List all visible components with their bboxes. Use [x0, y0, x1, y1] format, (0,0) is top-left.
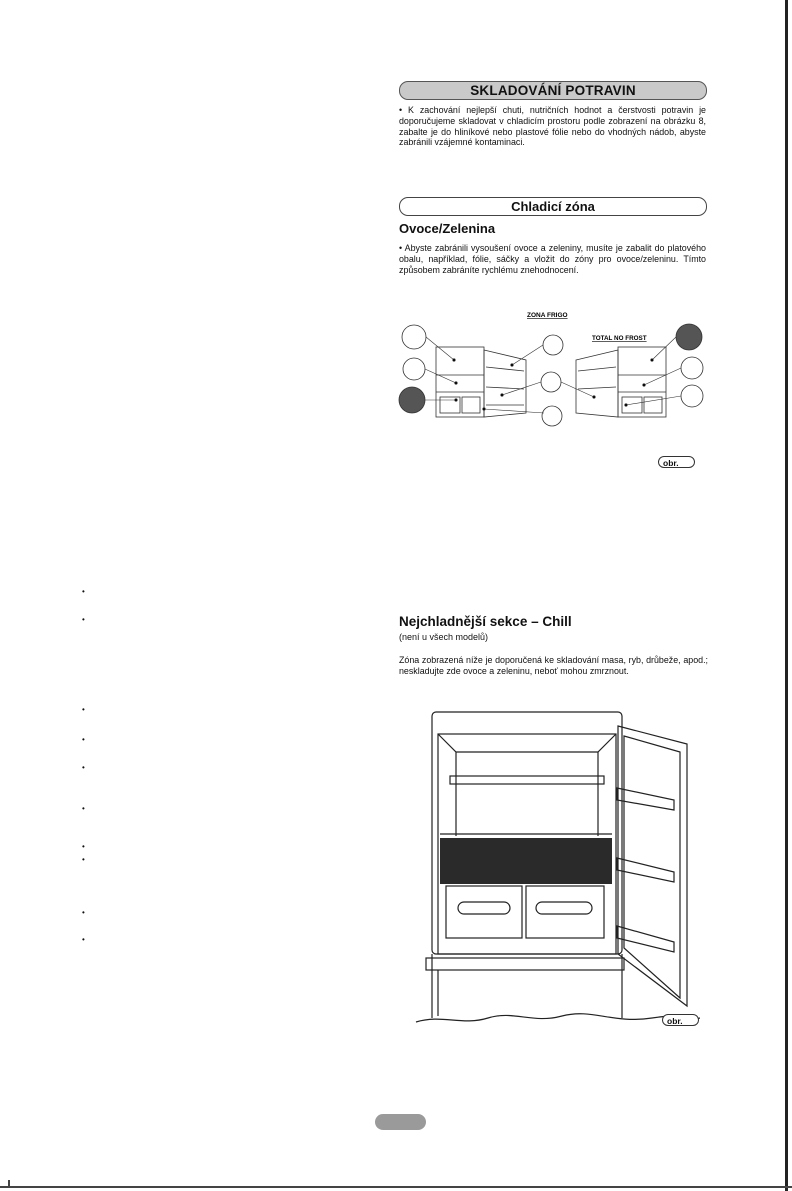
left-bullet-marker: •: [82, 705, 85, 714]
left-bullet-marker: •: [82, 804, 85, 813]
left-bullet-marker: •: [82, 587, 85, 596]
figure-caption-2: obr.: [662, 1014, 699, 1026]
fruit-vegetable-paragraph: • Abyste zabránili vysoušení ovoce a zeleniny, musíte je zabalit do platového obalu, například, fólie, sáčky a vložit do zóny pro ovoce/zeleninu. Tímto způsobem zabráníte rychlému znehodnocení.: [399, 243, 706, 275]
fridge-zones-illustration: [394, 305, 716, 435]
food-storage-paragraph: • K zachování nejlepší chuti, nutričních hodnot a čerstvosti potravin je doporučujeme skladovat v chladicím prostoru podle zobrazení na obrázku 8, zabalte je do hliníkové nebo plastové fólie nebo do vhodných nádob, abyste zabránili vzájemné kontaminaci.: [399, 105, 706, 148]
fridge-chill-zone-illustration: [412, 706, 700, 1026]
fruit-vegetable-heading: Ovoce/Zelenina: [399, 221, 496, 236]
page-edge-bottom: [0, 1186, 792, 1188]
chill-section-paragraph: Zóna zobrazená níže je doporučená ke skladování masa, ryb, drůbeže, apod.; neskladujte zde ovoce a zeleninu, neboť mohou zmrznout.: [399, 655, 708, 676]
left-bullet-marker: •: [82, 615, 85, 624]
chill-zone-highlight: [440, 838, 612, 884]
crop-mark: [8, 1180, 10, 1188]
left-bullet-marker: •: [82, 935, 85, 944]
left-bullet-marker: •: [82, 763, 85, 772]
chill-section-heading: Nejchladnější sekce – Chill: [399, 614, 572, 629]
left-bullet-marker: •: [82, 908, 85, 917]
zona-frigo-label: ZONA FRIGO: [527, 312, 568, 319]
section-title-cooling-zone: Chladicí zóna: [399, 197, 707, 216]
total-no-frost-label: TOTAL NO FROST: [592, 335, 647, 342]
section-title-food-storage: SKLADOVÁNÍ POTRAVIN: [399, 81, 707, 100]
left-bullet-marker: •: [82, 855, 85, 864]
figure-caption-1: obr.: [658, 456, 695, 468]
page-edge-right: [785, 0, 788, 1191]
page-number-pill: [375, 1114, 426, 1130]
left-bullet-marker: •: [82, 735, 85, 744]
left-bullet-marker: •: [82, 842, 85, 851]
chill-availability-note: (není u všech modelů): [399, 632, 489, 642]
